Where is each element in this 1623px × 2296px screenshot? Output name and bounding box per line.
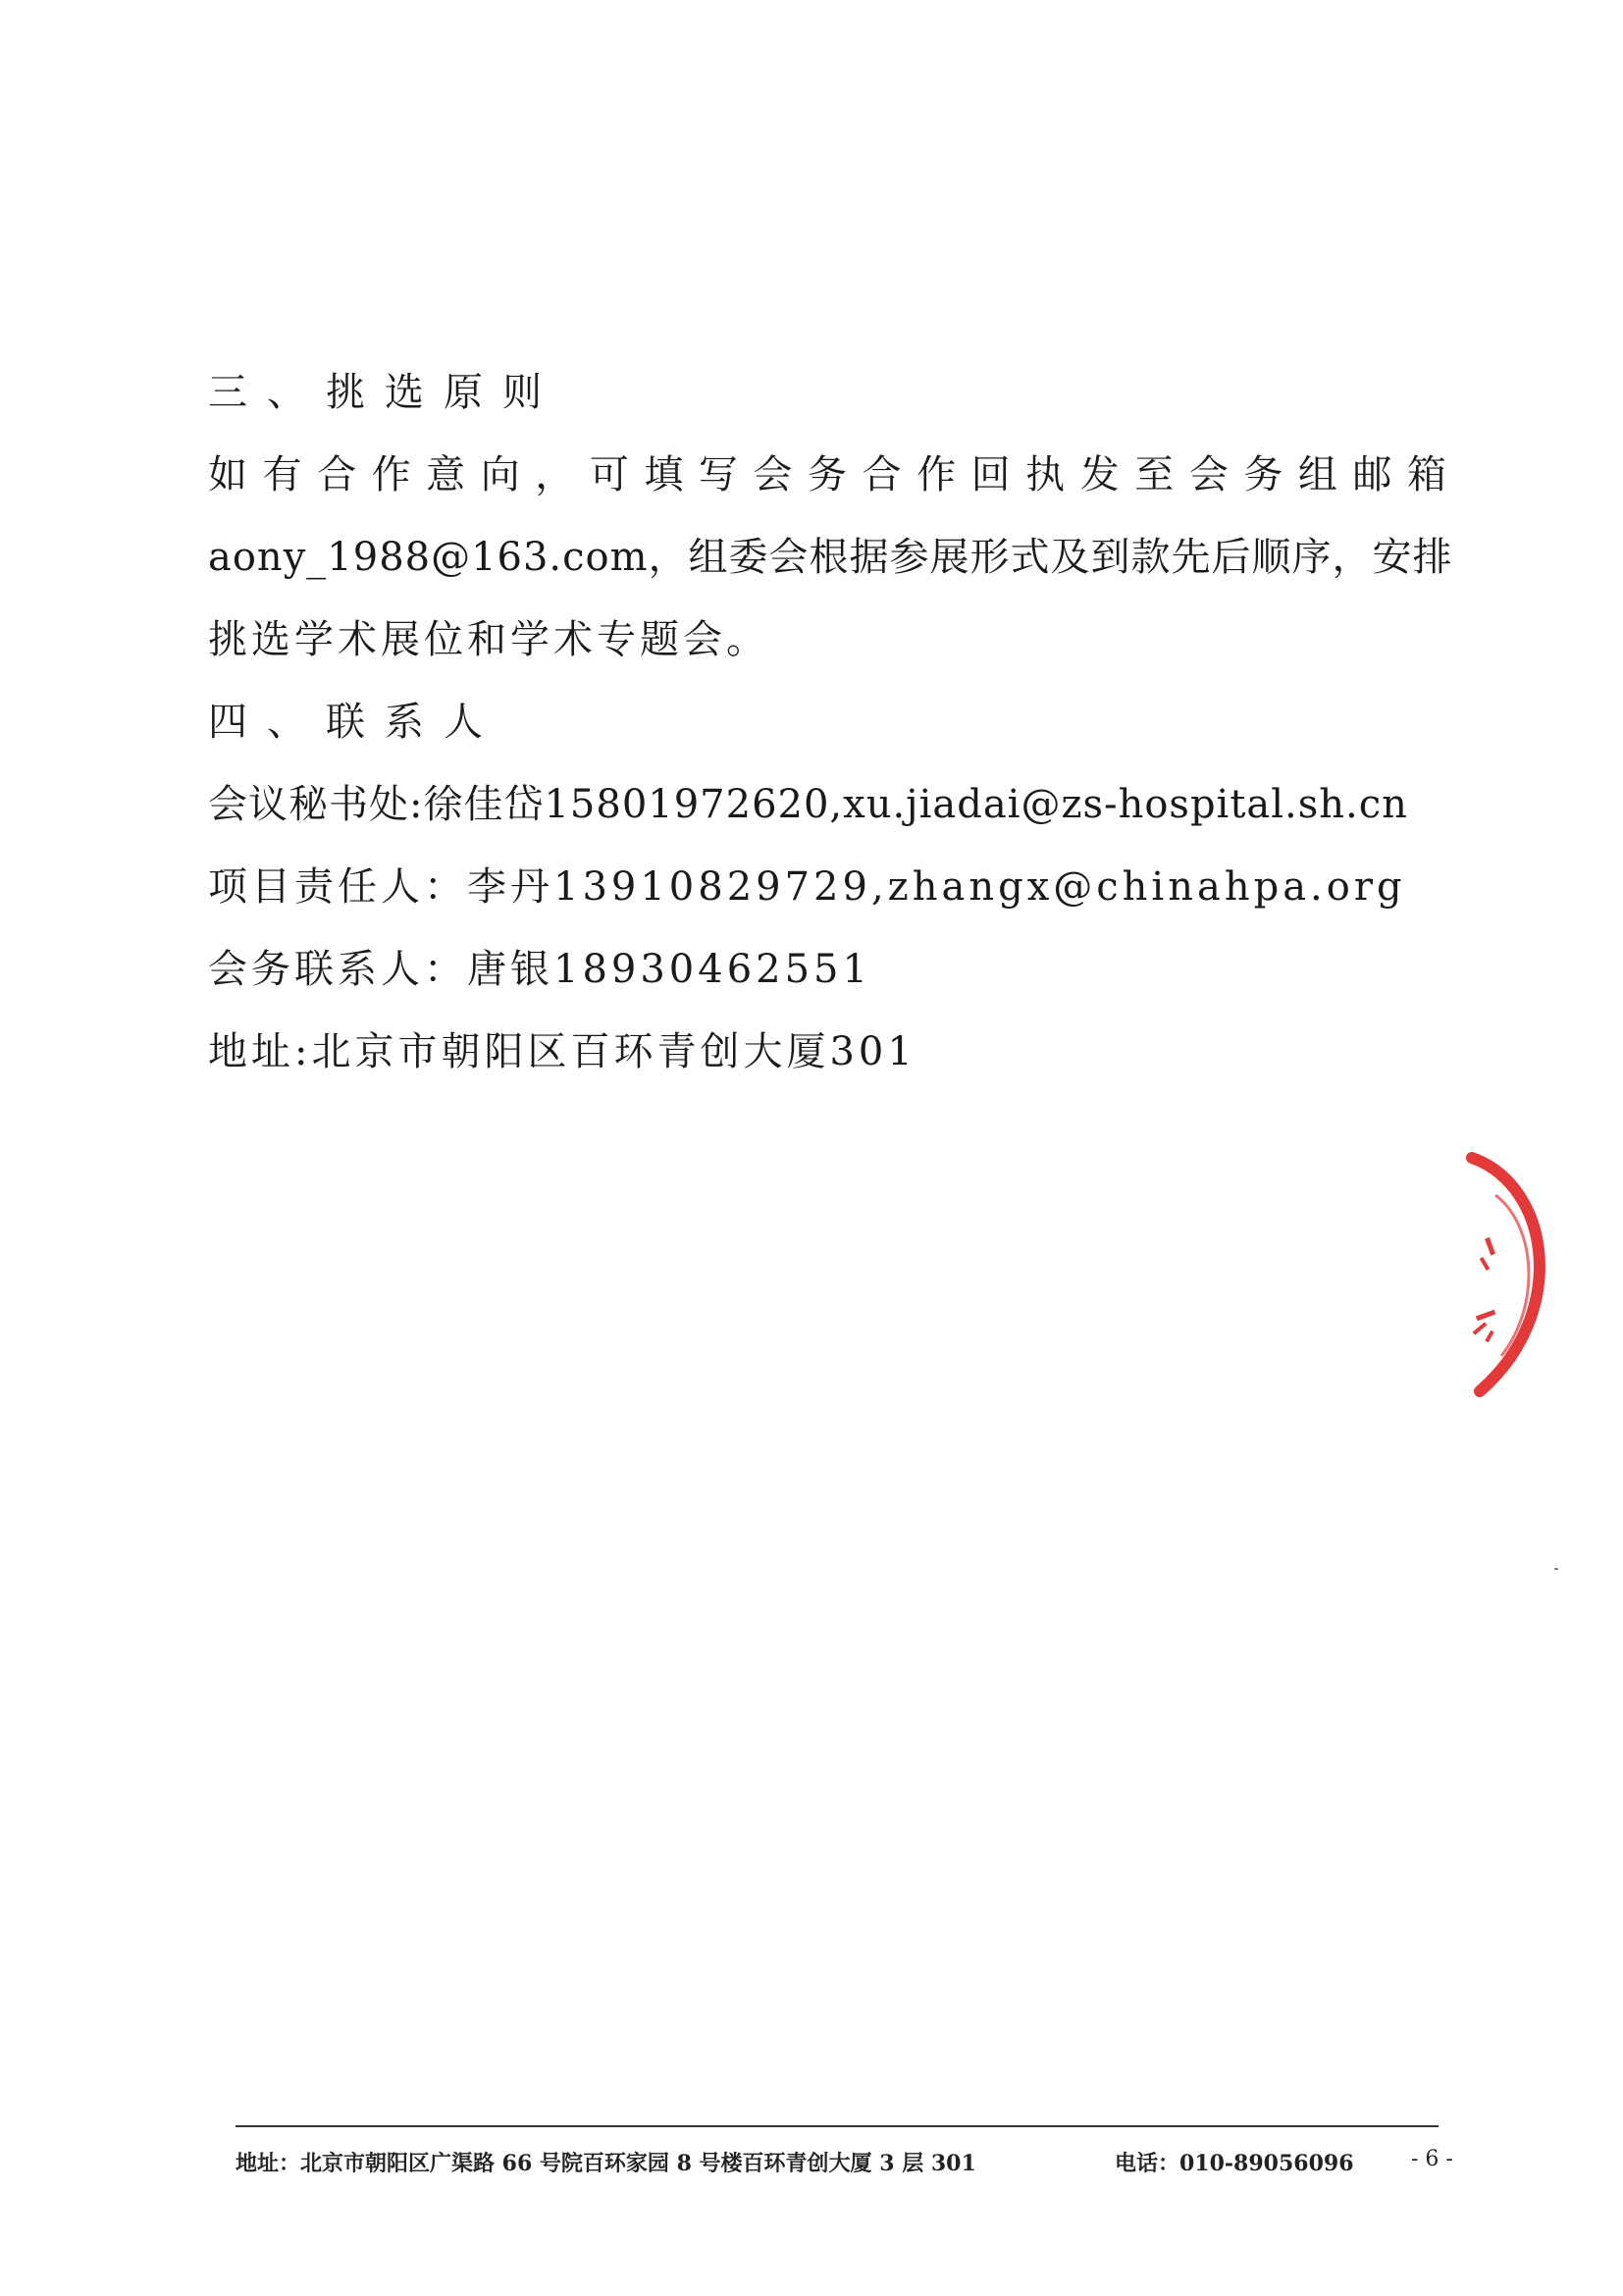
contact-project-lead: 项目责任人：李丹13910829729,zhangx@chinahpa.org	[208, 864, 1406, 910]
contact-address: 地址:北京市朝阳区百环青创大厦301	[208, 1029, 916, 1074]
body-text	[208, 351, 1453, 1093]
seal-characters	[1473, 1237, 1496, 1342]
page-number: - 6 -	[1411, 2147, 1453, 2171]
footer-divider	[236, 2125, 1439, 2127]
scan-speck	[1554, 1568, 1558, 1570]
section-heading-contacts: 四、联系人	[208, 700, 502, 745]
contact-affairs: 会务联系人：唐银18930462551	[208, 947, 871, 992]
red-seal-stamp	[1433, 1146, 1580, 1401]
paragraph-line: aony_1988@163.com，组委会根据参展形式及到款先后顺序，安排	[208, 535, 1453, 580]
contact-secretariat: 会议秘书处:徐佳岱15801972620,xu.jiadai@zs-hospital.sh.cn	[208, 782, 1408, 827]
paragraph-line: 如有合作意向，可填写会务合作回执发至会务组邮箱	[208, 452, 1446, 497]
footer-address: 地址：北京市朝阳区广渠路 66 号院百环家园 8 号楼百环青创大厦 3 层 301	[236, 2151, 976, 2176]
footer-phone: 电话：010-89056096	[1115, 2151, 1354, 2176]
section-heading-selection-principles: 三、挑选原则	[208, 370, 561, 415]
paragraph-line: 挑选学术展位和学术专题会。	[208, 617, 769, 662]
